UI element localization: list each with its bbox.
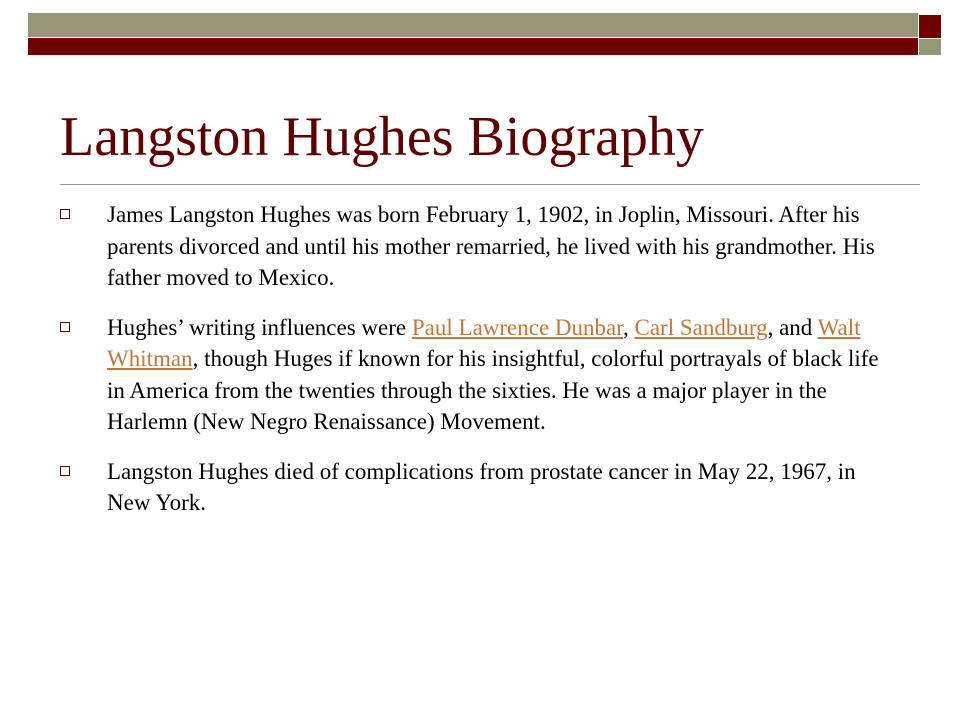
slide-title: Langston Hughes Biography [60, 106, 704, 168]
bullet-text: Langston Hughes died of complications from prostate cancer in May 22, 1967, in New York. [107, 458, 856, 515]
square-bullet-icon [60, 322, 70, 332]
bullet-item-birth [60, 199, 900, 294]
header-bar-olive [28, 13, 918, 37]
header-bar-maroon [28, 38, 918, 55]
bullet-text: James Langston Hughes was born February 1, 1902, in Joplin, Missouri. After his parents divorced and until his mother remarried, he lived with his grandmother. His father moved to Mexico. [107, 202, 875, 290]
link-paul-lawrence-dunbar[interactable]: Paul Lawrence Dunbar [411, 314, 623, 340]
square-bullet-icon [60, 209, 70, 219]
square-bullet-icon [60, 466, 70, 476]
title-divider [60, 184, 920, 185]
bullet-text-prefix: Hughes’ writing influences were [107, 314, 412, 340]
corner-square-maroon [919, 15, 941, 38]
link-carl-sandburg[interactable]: Carl Sandburg [634, 314, 768, 340]
separator-text: , [622, 314, 635, 340]
bullet-item-death [60, 456, 900, 519]
bullet-item-influences [60, 312, 900, 438]
bullet-text-suffix: , though Huges if known for his insightful, colorful portrayals of black life in America from the twenties through the sixties. He was a major player in the Harlemn (New Negro Renaissance) Movement. [107, 346, 879, 434]
corner-square-olive [919, 39, 941, 55]
link-walt-whitman[interactable]: Walt Whitman [107, 314, 861, 371]
separator-text: , and [767, 314, 818, 340]
bullet-list [60, 199, 900, 537]
